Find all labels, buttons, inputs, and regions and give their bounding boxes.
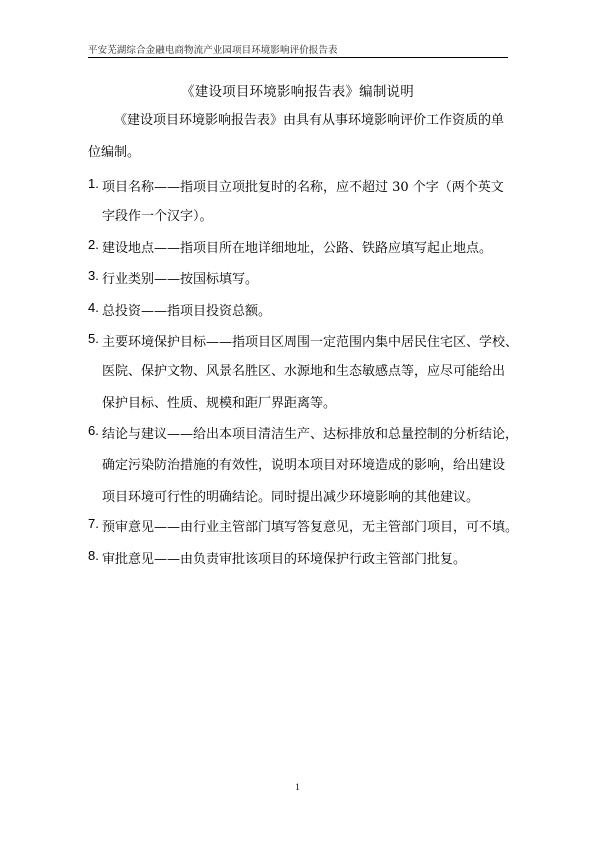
item-number: 5. bbox=[88, 331, 99, 346]
item-number: 6. bbox=[88, 423, 99, 438]
item-line: 主要环境保护目标——指项目区周围一定范围内集中居民住宅区、学校、 bbox=[102, 335, 519, 350]
page-number: 1 bbox=[295, 782, 300, 792]
item-line: 总投资——指项目投资总额。 bbox=[102, 304, 272, 319]
item-number: 4. bbox=[88, 300, 99, 315]
item-line: 医院、保护文物、风景名胜区、水源地和生态敏感点等，应尽可能给出 bbox=[102, 364, 506, 379]
intro-line-1: 《建设项目环境影响报告表》由具有从事环境影响评价工作资质的单 bbox=[114, 113, 505, 128]
running-header: 平安芜湖综合金融电商物流产业园项目环境影响评价报告表 bbox=[88, 45, 338, 56]
item-line: 确定污染防治措施的有效性，说明本项目对环境造成的影响，给出建设 bbox=[102, 458, 506, 473]
item-line: 预审意见——由行业主管部门填写答复意见，无主管部门项目，可不填。 bbox=[102, 520, 519, 535]
intro-line-2: 位编制。 bbox=[88, 145, 141, 160]
item-line: 审批意见——由负责审批该项目的环境保护行政主管部门批复。 bbox=[102, 552, 467, 567]
item-line: 项目环境可行性的明确结论。同时提出减少环境影响的其他建议。 bbox=[102, 490, 480, 505]
item-number: 3. bbox=[88, 268, 99, 283]
header-rule bbox=[88, 57, 508, 58]
item-line: 行业类别——按国标填写。 bbox=[102, 272, 259, 287]
document-title: 《建设项目环境影响报告表》编制说明 bbox=[181, 84, 414, 100]
item-line: 建设地点——指项目所在地详细地址，公路、铁路应填写起止地点。 bbox=[102, 241, 493, 256]
item-number: 2. bbox=[88, 237, 99, 252]
item-line: 保护目标、性质、规模和距厂界距离等。 bbox=[102, 396, 337, 411]
intro-paragraph-continued bbox=[88, 143, 508, 163]
item-number: 1. bbox=[88, 176, 99, 191]
intro-paragraph bbox=[88, 111, 508, 131]
item-line: 结论与建议——给出本项目清洁生产、达标排放和总量控制的分析结论， bbox=[102, 427, 519, 442]
item-line: 字段作一个汉字）。 bbox=[102, 209, 213, 224]
item-number: 7. bbox=[88, 516, 99, 531]
item-line: 项目名称——指项目立项批复时的名称，应不超过 30 个字（两个英文 bbox=[102, 180, 504, 195]
item-number: 8. bbox=[88, 548, 99, 563]
